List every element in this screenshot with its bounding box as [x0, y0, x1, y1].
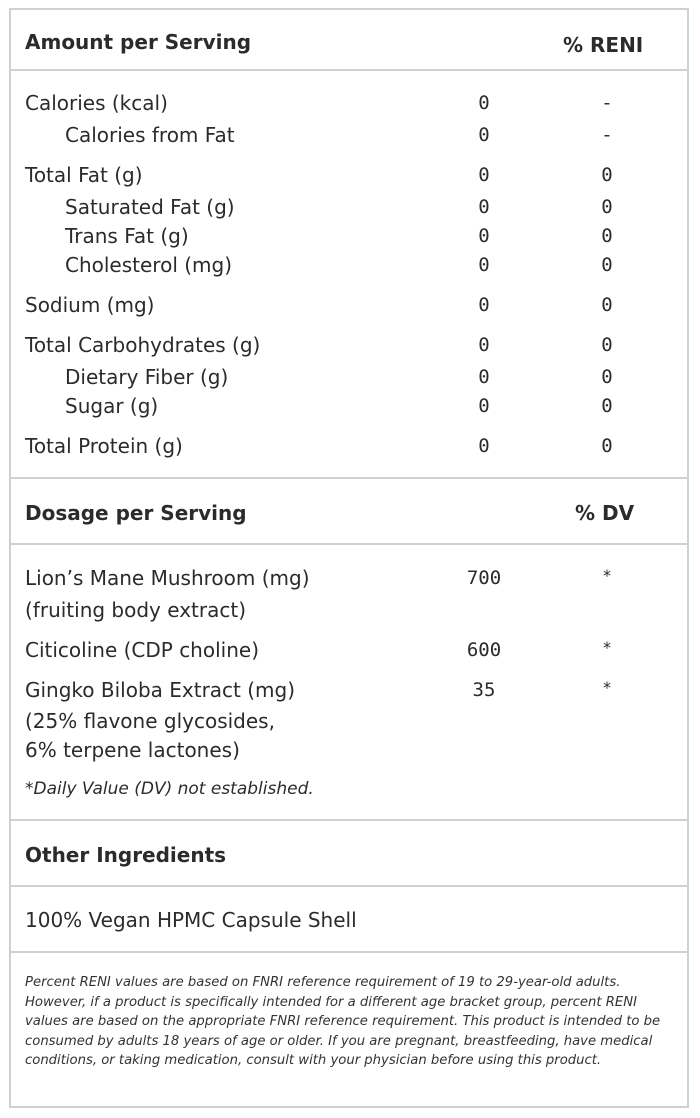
nutrient-label: Sodium (mg) [25, 293, 155, 317]
other-ingredients-value: 100% Vegan HPMC Capsule Shell [25, 908, 357, 932]
nutrient-amount: 0 [478, 366, 490, 388]
divider [11, 885, 687, 887]
nutrient-label: Sugar (g) [65, 394, 159, 418]
reni-disclaimer: Percent RENI values are based on FNRI reference requirement of 19 to 29-year-old adults. However, if a product is specifically intended for a different age bracket group, percent RENI values are based on the appropriate FNRI reference requirement. This product is intended to be consumed by adults 18 years of age or older. If you are pregnant, breastfeeding, have medical conditions, or taking medication, consult with your physician before using this product. [25, 975, 661, 1068]
divider [11, 819, 687, 821]
nutrient-amount: 0 [478, 164, 490, 186]
divider [11, 477, 687, 479]
ingredient-line: (fruiting body extract) [25, 598, 246, 622]
ingredient-line: Gingko Biloba Extract (mg) [25, 678, 296, 702]
nutrient-reni: 0 [601, 294, 613, 316]
nutrient-reni: - [601, 124, 613, 146]
divider [11, 951, 687, 953]
ingredient-line: Lion’s Mane Mushroom (mg) [25, 566, 310, 590]
ingredient-dv: * [603, 566, 611, 585]
nutrient-reni: 0 [601, 225, 613, 247]
nutrient-amount: 0 [478, 254, 490, 276]
nutrient-amount: 0 [478, 395, 490, 417]
nutrient-reni: 0 [601, 196, 613, 218]
nutrient-label: Calories from Fat [65, 123, 235, 147]
dosage-header-label: Dosage per Serving [25, 501, 247, 525]
ingredient-amount: 35 [472, 679, 496, 701]
nutrient-label: Total Carbohydrates (g) [25, 333, 261, 357]
nutrient-amount: 0 [478, 225, 490, 247]
nutrient-label: Total Protein (g) [25, 434, 183, 458]
dv-footnote: *Daily Value (DV) not established. [25, 779, 314, 799]
nutrient-label: Total Fat (g) [25, 163, 143, 187]
nutrient-label: Dietary Fiber (g) [65, 365, 229, 389]
nutrient-reni: 0 [601, 254, 613, 276]
ingredient-line: (25% flavone glycosides, [25, 709, 275, 733]
nutrient-amount: 0 [478, 92, 490, 114]
ingredient-dv: * [603, 678, 611, 697]
nutrient-reni: - [601, 92, 613, 114]
nutrient-label: Cholesterol (mg) [65, 253, 233, 277]
nutrition-header-reni: % RENI [563, 33, 644, 57]
supplement-facts-panel [9, 8, 689, 1108]
dosage-header-dv: % DV [575, 501, 635, 525]
nutrient-amount: 0 [478, 124, 490, 146]
nutrient-label: Trans Fat (g) [65, 224, 189, 248]
nutrient-label: Saturated Fat (g) [65, 195, 235, 219]
nutrition-header-label: Amount per Serving [25, 30, 252, 54]
divider [11, 69, 687, 71]
nutrient-reni: 0 [601, 435, 613, 457]
ingredient-dv: * [603, 638, 611, 657]
nutrient-amount: 0 [478, 294, 490, 316]
nutrient-amount: 0 [478, 196, 490, 218]
ingredient-amount: 700 [466, 567, 502, 589]
ingredient-line: 6% terpene lactones) [25, 738, 240, 762]
nutrient-amount: 0 [478, 435, 490, 457]
nutrient-label: Calories (kcal) [25, 91, 168, 115]
nutrient-reni: 0 [601, 366, 613, 388]
ingredient-amount: 600 [466, 639, 502, 661]
ingredient-line: Citicoline (CDP choline) [25, 638, 259, 662]
other-ingredients-header: Other Ingredients [25, 843, 227, 867]
nutrient-reni: 0 [601, 164, 613, 186]
nutrient-reni: 0 [601, 334, 613, 356]
divider [11, 543, 687, 545]
nutrient-amount: 0 [478, 334, 490, 356]
nutrient-reni: 0 [601, 395, 613, 417]
